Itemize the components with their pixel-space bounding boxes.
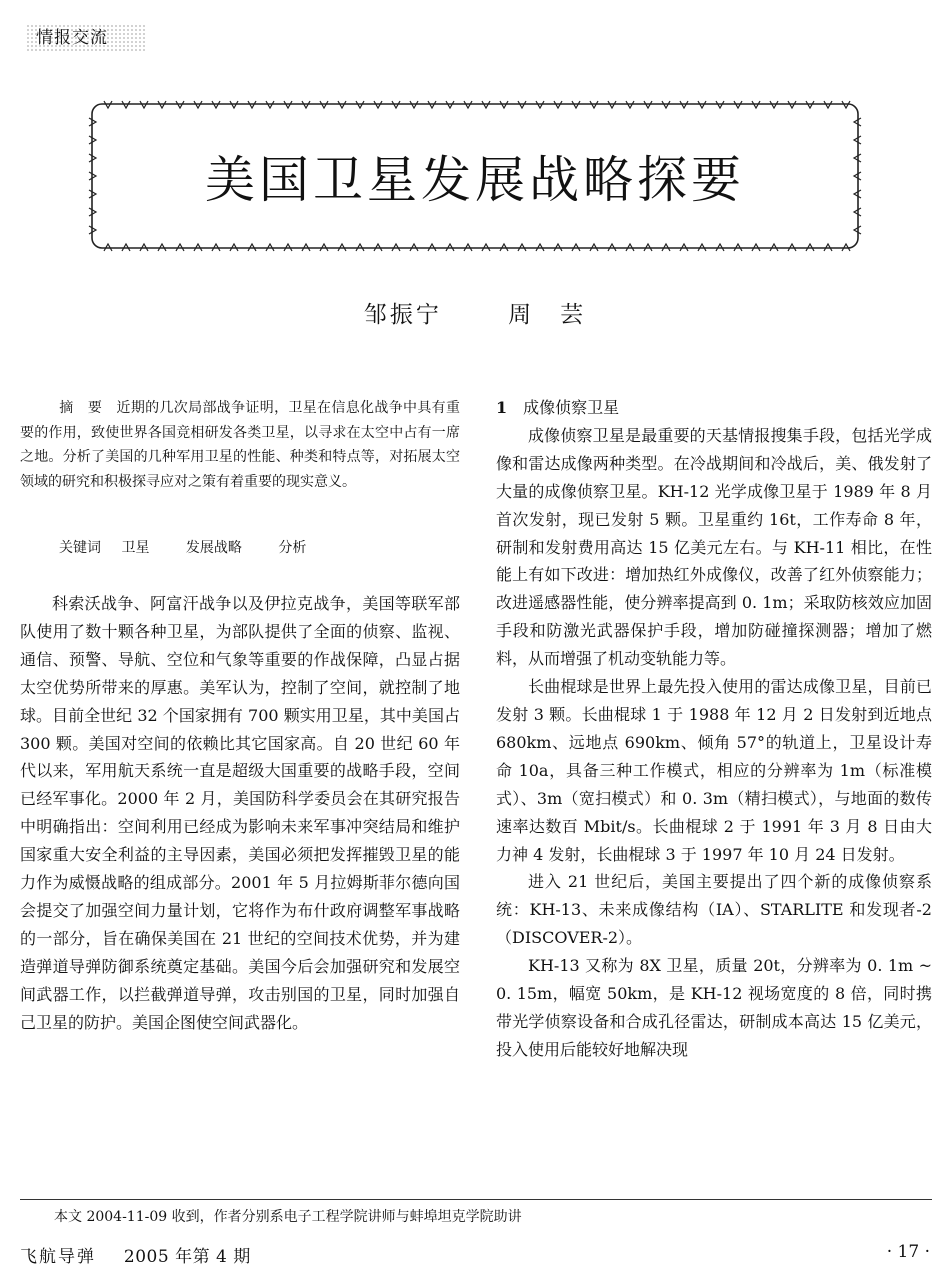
keyword: 发展战略 [185,540,242,556]
abstract-text: 摘 要 近期的几次局部战争证明，卫星在信息化战争中具有重要的作用，致使世界各国竞相研发各类卫星，以寻求在太空中占有一席之地。分析了美国的几种军用卫星的性能、种类和特点等，对拓展太空领域的研究和积极探寻应对之策有着重要的现实意义。 [20,400,460,490]
journal-issue: 2005 年第 4 期 [123,1247,251,1267]
section-tag: 情报交流 [26,24,146,52]
section-heading-text: 成像侦察卫星 [523,398,620,417]
body-paragraph: 进入 21 世纪后，美国主要提出了四个新的成像侦察系统：KH-13、未来成像结构（IA）、STARLITE 和发现者-2（DISCOVER-2）。 [496,872,932,948]
section-heading [496,394,932,422]
author-line [0,296,950,329]
author-1: 邹振宁 [363,302,442,328]
keywords-label: 关键词 [59,540,101,556]
journal-name: 飞航导弹 [20,1247,96,1267]
page-number: · 17 · [886,1242,930,1262]
keyword: 卫星 [121,540,150,556]
footnote: 本文 2004-11-09 收到，作者分别系电子工程学院讲师与蚌埠坦克学院助讲 [54,1209,522,1225]
footnote-divider [20,1199,932,1200]
section-number: 1 [496,398,508,417]
title-frame [84,96,866,256]
body-paragraph: 长曲棍球是世界上最先投入使用的雷达成像卫星，目前已发射 3 颗。长曲棍球 1 于 1988 年 12 月 2 日发射到近地点 680km、远地点 690km、倾角 57°的轨道上，卫星设计寿命 10a，具备三种工作模式，相应的分辨率为 1m（标准模式）、3m（宽扫模式）和 0. 3m（精扫模式），与地面的数传速率达数百 Mbit/s。长曲棍球 2 于 1991 年 3 月 8 日由大力神 4 发射，长曲棍球 3 于 1997 年 10 月 24 日发射。 [496,677,932,864]
body-paragraph: 成像侦察卫星是最重要的天基情报搜集手段，包括光学成像和雷达成像两种类型。在冷战期间和冷战后，美、俄发射了大量的成像侦察卫星。KH-12 光学成像卫星于 1989 年 8 月首次发射，现已发射 5 颗。卫星重约 16t，工作寿命 8 年，研制和发射费用高达 15 亿美元左右。与 KH-11 相比，在性能上有如下改进：增加热红外成像仪，改善了红外侦察能力；改进遥感器性能，使分辨率提高到 0. 1m；采取防核效应加固手段和防激光武器保护手段，增加防碰撞探测器；增加了燃料，从而增强了机动变轨能力等。 [496,425,932,669]
body-paragraph: 科索沃战争、阿富汗战争以及伊拉克战争，美国等联军部队使用了数十颗各种卫星，为部队提供了全面的侦察、监视、通信、预警、导航、空位和气象等重要的作战保障，凸显占据太空优势所带来的厚惠。美军认为，控制了空间，就控制了地球。目前全世纪 32 个国家拥有 700 颗实用卫星，其中美国占 300 颗。美国对空间的依赖比其它国家高。自 20 世纪 60 年代以来，军用航天系统一直是超级大国重要的战略手段，空间已经军事化。2000 年 2 月，美国防科学委员会在其研究报告中明确指出：空间利用已经成为影响未来军事冲突结局和维护国家重大安全利益的主导因素，美国必须把发挥摧毁卫星的能力作为威慑战略的组成部分。2001 年 5 月拉姆斯菲尔德向国会提交了加强空间力量计划，它将作为布什政府调整军事战略的一部分，旨在确保美国在 21 世纪的空间技术优势，并为建造弹道导弹防御系统奠定基础。美国今后会加强研究和发展空间武器工作，以拦截弹道导弹，攻击别国的卫星，同时加强自己卫星的防护。美国企图使空间武器化。 [20,594,460,1032]
abstract [20,396,460,494]
right-column [496,394,932,1064]
article-title: 美国卫星发展战略探要 [205,151,745,209]
footer-journal-info [20,1242,251,1267]
body-paragraph: KH-13 又称为 8X 卫星，质量 20t，分辨率为 0. 1m ~ 0. 15m，幅宽 50km，是 KH-12 视场宽度的 8 倍，同时携带光学侦察设备和合成孔径雷达，研制成本高达 15 亿美元，投入使用后能较好地解决现 [496,956,932,1059]
keyword: 分析 [278,540,307,556]
keywords [20,536,460,560]
author-2: 周 芸 [508,302,587,328]
left-column [20,590,460,1037]
